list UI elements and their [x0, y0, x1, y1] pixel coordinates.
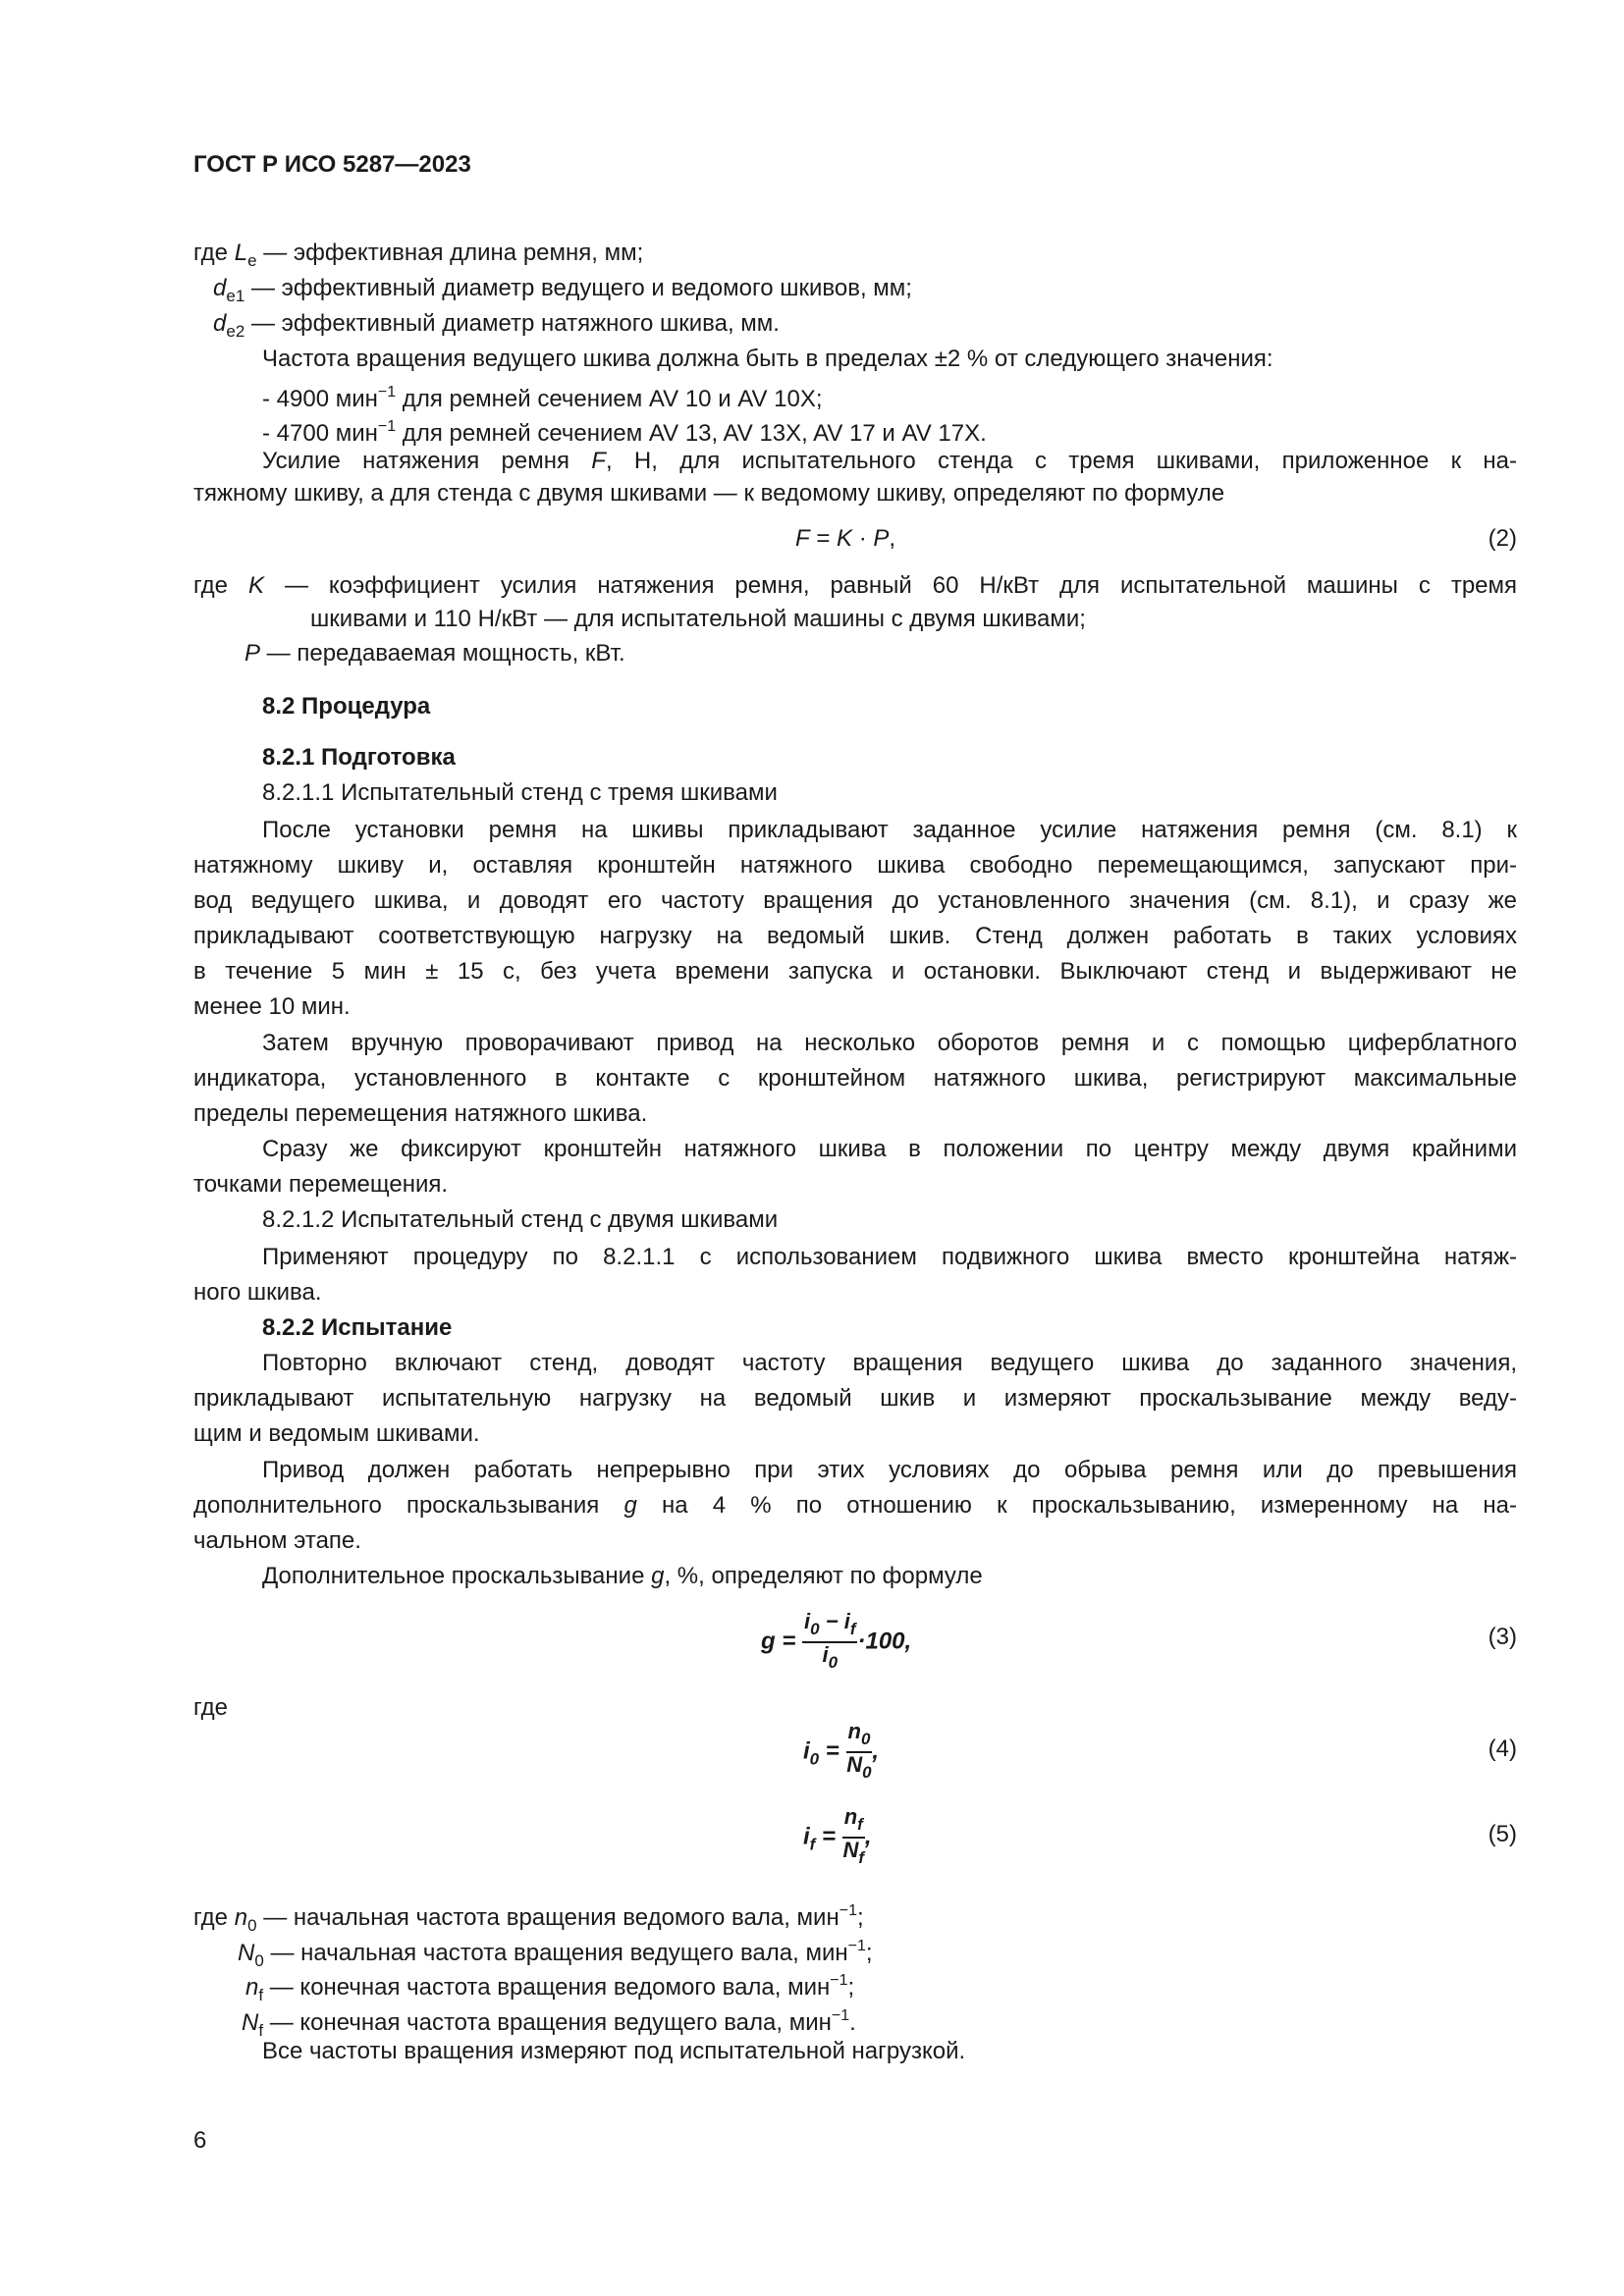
- definition-de1: $d_{e1}$ — эффективный диаметр ведущего и ведомого шкивов, мм;: [213, 275, 912, 305]
- section-heading: 8.2.2 Испытание: [262, 1314, 453, 1341]
- definition-n0: где $n_0$ — начальная частота вращения ведомого вала, мин$^{-1}$;: [193, 1902, 864, 1935]
- paragraph-line: пределы перемещения натяжного шкива.: [193, 1100, 648, 1127]
- definition-N0: $N_0$ — начальная частота вращения ведущего вала, мин$^{-1}$;: [238, 1938, 873, 1970]
- paragraph-line: После установки ремня на шкивы прикладывают заданное усилие натяжения ремня (см. 8.1) к: [262, 817, 1517, 843]
- force-paragraph-line: Усилие натяжения ремня F, Н, для испытательного стенда с тремя шкивами, приложенное к на-: [262, 448, 1518, 474]
- final-sentence: Все частоты вращения измеряют под испытательной нагрузкой.: [262, 2038, 966, 2064]
- document-header: ГОСТ Р ИСО 5287—2023: [193, 151, 471, 178]
- definition-Nf: $N_f$ — конечная частота вращения ведущего вала, мин$^{-1}$.: [242, 2007, 856, 2040]
- section-heading: 8.2 Процедура: [262, 693, 431, 720]
- force-paragraph-line: тяжному шкиву, а для стенда с двумя шкивами — к ведомому шкиву, определяют по формуле: [193, 480, 1225, 507]
- paragraph-line: ного шкива.: [193, 1279, 322, 1306]
- equation-number: (2): [1488, 525, 1517, 552]
- definition-k-cont: шкивами и 110 Н/кВт — для испытательной машины с двумя шкивами;: [310, 606, 1086, 632]
- paragraph-line: чальном этапе.: [193, 1527, 361, 1554]
- paragraph-line: прикладывают испытательную нагрузку на ведомый шкив и измеряют проскальзывание между веду-: [193, 1385, 1517, 1412]
- paragraph-line: Дополнительное проскальзывание g, %, определяют по формуле: [262, 1563, 983, 1589]
- definition-de2: $d_{e2}$ — эффективный диаметр натяжного шкива, мм.: [213, 310, 780, 341]
- paragraph-line: Затем вручную проворачивают привод на несколько оборотов ремня и с помощью циферблатного: [262, 1030, 1517, 1056]
- equation-2: F = K · P,: [795, 525, 896, 552]
- paragraph-line: вод ведущего шкива, и доводят его частоту вращения до установленного значения (см. 8.1), и сразу же: [193, 887, 1517, 914]
- paragraph-line: в течение 5 мин ± 15 с, без учета времени запуска и остановки. Выключают стенд и выдерживают не: [193, 958, 1517, 985]
- definition-le: где $L_e$ — эффективная длина ремня, мм;: [193, 240, 644, 270]
- paragraph-line: щим и ведомым шкивами.: [193, 1420, 480, 1447]
- paragraph-line: прикладывают соответствующую нагрузку на ведомый шкив. Стенд должен работать в таких условиях: [193, 923, 1517, 949]
- definition-nf: $n_f$ — конечная частота вращения ведомого вала, мин$^{-1}$;: [245, 1972, 855, 2004]
- subsection-heading: 8.2.1.2 Испытательный стенд с двумя шкивами: [262, 1206, 779, 1233]
- paragraph-line: Применяют процедуру по 8.2.1.1 с использованием подвижного шкива вместо кронштейна натяж-: [262, 1244, 1517, 1270]
- paragraph-line: индикатора, установленного в контакте с кронштейном натяжного шкива, регистрируют максимальные: [193, 1065, 1517, 1092]
- equation-number: (3): [1488, 1624, 1517, 1650]
- freq-item: - 4700 мин$^{-1}$ для ремней сечением AV 13, AV 13X, AV 17 и AV 17X.: [262, 418, 987, 447]
- equation-4: $i_0$ = $\frac{n_0}{N_0}$ ,: [803, 1719, 880, 1782]
- paragraph-line: точками перемещения.: [193, 1171, 449, 1198]
- equation-5: $i_f$ = $\frac{n_f}{N_f}$ ,: [803, 1804, 872, 1867]
- paragraph-line: Привод должен работать непрерывно при этих условиях до обрыва ремня или до превышения: [262, 1457, 1517, 1483]
- paragraph-line: натяжному шкиву и, оставляя кронштейн натяжного шкива свободно перемещающимся, запускают при-: [193, 852, 1517, 879]
- paragraph-line: Сразу же фиксируют кронштейн натяжного шкива в положении по центру между двумя крайними: [262, 1136, 1517, 1162]
- subsection-heading: 8.2.1.1 Испытательный стенд с тремя шкивами: [262, 779, 778, 806]
- section-heading: 8.2.1 Подготовка: [262, 744, 456, 771]
- freq-intro: Частота вращения ведущего шкива должна быть в пределах ±2 % от следующего значения:: [262, 346, 1273, 372]
- paragraph-line: менее 10 мин.: [193, 993, 351, 1020]
- equation-number: (5): [1488, 1821, 1517, 1847]
- equation-3: g = $\frac{i_0 - i_f}{i_0}$ ·100,: [761, 1609, 912, 1672]
- where-label: где: [193, 1694, 229, 1721]
- paragraph-line: Повторно включают стенд, доводят частоту вращения ведущего шкива до заданного значения,: [262, 1350, 1517, 1376]
- equation-number: (4): [1488, 1735, 1517, 1762]
- freq-item: - 4900 мин$^{-1}$ для ремней сечением AV 10 и AV 10X;: [262, 384, 823, 412]
- definition-k: где K — коэффициент усилия натяжения ремня, равный 60 Н/кВт для испытательной машины с тремя: [193, 572, 1518, 599]
- paragraph-line: дополнительного проскальзывания g на 4 % по отношению к проскальзыванию, измеренному на на-: [193, 1492, 1518, 1519]
- definition-p: P — передаваемая мощность, кВт.: [244, 640, 625, 667]
- page-number: 6: [193, 2127, 207, 2154]
